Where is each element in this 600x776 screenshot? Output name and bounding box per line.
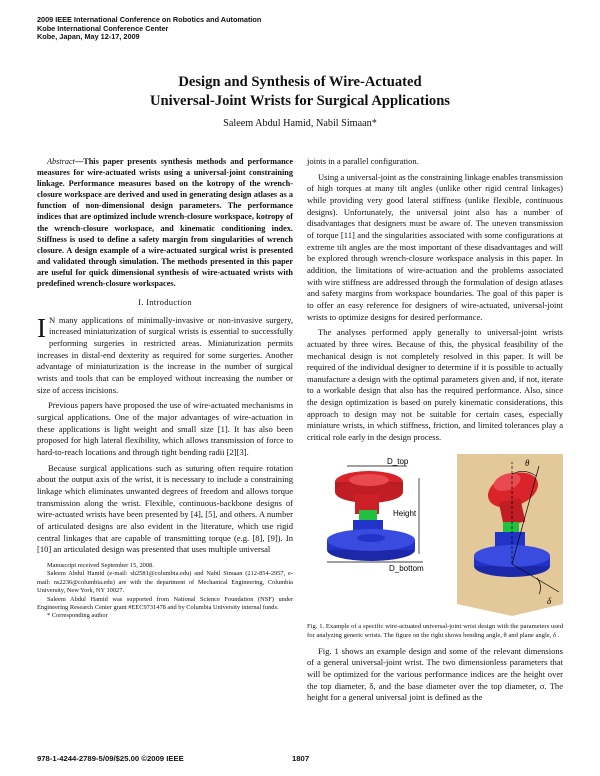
title-line-1: Design and Synthesis of Wire-Actuated [178,74,422,90]
intro-paragraph-1 [37,312,293,397]
abstract-text: —This paper presents synthesis methods and performance measures for wire-actuated wrists using a universal-joint constraining linkage. Performance measures based on the kotropy of the wrench-closure workspace are derived and used in generating design atlases as a function of non-dimensional design parameters. The performance indices that are optimized include wrench-closure workspace, kotropy of the wrench-closure workspace, and kinematic conditioning index. Stiffness is used to define a safety margin from singularities of wrench closure. A design example of a wire-actuated surgical wrist is presented and validated through simulation. The methods presented in this paper are useful for quick dimensional synthesis of wire-actuated wrists with predefined wrench-closure workspaces. [37,157,293,289]
conference-name: 2009 IEEE International Conference on Robotics and Automation [37,15,262,24]
paper-title [0,73,600,111]
blue-base-center [357,534,385,542]
abstract [37,156,293,289]
drop-cap: I [37,312,46,343]
conference-venue: Kobe International Conference Center [37,23,169,33]
label-theta: θ [525,457,530,468]
figure-1 [307,454,563,616]
footnote-corresponding: * Corresponding author [47,612,108,620]
footnotes [37,562,293,621]
right-column [307,156,563,708]
footer-page-number: 1807 [292,754,310,763]
footnote-funding: Saleem Abdul Hamid was supported from National Science Foundation (NSF) under Engineering Research Center grant #EEC9731478 and by Columbia University internal funds. [37,595,293,611]
footnote-authors: Saleem Abdul Hamid (e-mail: sh2581@columbia.edu) and Nabil Simaan (212-854-2957, e-mail: ns2236@columbia.edu) are with the department of Mechanical Engineering, Columbia University, New York, NY 10027. [37,570,293,595]
intro-paragraph-7: Fig. 1 shows an example design and some of the relevant dimensions of a general universal-joint wrist. The two dimensionless parameters that will be optimized for the various performance indices are the height over the top diameter, δ, and the base diameter over the top diameter, σ. The height for a general universal joint is defined as the [307,645,563,703]
intro-paragraph-1-text: N many applications of minimally-invasive or non-invasive surgery, increased miniaturization of surgical wrists is essential to successfully performing surgeries in restricted areas. Miniaturization permits increases in distal-end dexterity as required for some surgeries. Another advantage of miniaturization is the increase in the number of surgical wrists and tools that can be employed without increasing the number or size of access incisions. [37,314,293,395]
conference-date: Kobe, Japan, May 12-17, 2009 [37,32,140,42]
footnote-received: Manuscript received September 15, 2008. [47,561,154,569]
intro-paragraph-6: The analyses performed apply generally to universal-joint wrists actuated by three wires. Because of this, the physical feasibility of the mechanical design is not completely resolved in this paper. It will be required of the individual designer to determine if it is possible to actually manufacture a design with the optimal parameters given and, if not, iterate to a workable design that also has the required performance. Also, since the design optimization is based on purely kinematic considerations, this approach to design may not be suitable for certain cases, especially miniature wrists, in which stiffness, friction, and limited tolerances play a critical role early in the design process. [307,327,563,443]
label-delta: δ [547,595,552,606]
label-d-top: D_top [387,456,409,466]
section-heading: I. Introduction [138,297,192,308]
figure-caption: Fig. 1. Example of a specific wire-actuated universal-joint wrist design with the parameters used for analyzing generic wrists. The figure on the right shows bending angle, θ and plane angle, δ . [307,623,563,639]
intro-paragraph-2: Previous papers have proposed the use of wire-actuated mechanisms in surgical applications. One of the major advantages of wire-actuation in these applications is light weight and small size [1]. It has also been proposed for high lateral flexibility, which allows transmission of force to hard-to-reach locations and through tight bending radii [2][3]. [37,400,293,457]
label-d-bottom: D_bottom [389,563,424,573]
left-column [37,156,293,621]
intro-paragraph-4: joints in a parallel configuration. [307,156,419,166]
red-top-highlight [349,474,389,486]
footer-isbn: 978-1-4244-2789-5/09/$25.00 ©2009 IEEE [37,754,184,763]
conference-header [37,16,261,42]
intro-paragraph-3: Because surgical applications such as suturing often require rotation about the output axis of the wrist, it is necessary to include a constraining linkage which eliminates unwanted degrees of freedom and allows torque transmission along the wrist. Flexible, continuous-backbone designs of wire-actuated wrists have been presented by [4], [5], and others. A number of articulated designs are also evident in the literature, which use rigid central linkages that are capable of transmitting torque (e.g. [8], [9]). In [10] an articulated design was presented that uses multiple universal [37,462,293,555]
label-height: Height [393,508,417,518]
abstract-label: Abstract [47,157,75,166]
intro-paragraph-5: Using a universal-joint as the constraining linkage enables transmission of high torques at many tilt angles (unlike other rigid central linkages) while providing very good lateral stiffness (unlike flexible, continuous designs). Unfortunately, the universal joint also has a number of disadvantages that designers must be aware of. The uneven transmission of torque [11] and the singularities associated with some configurations at extreme tilt angles are the most important of these disadvantages and will be explored through wrench-closure workspace analysis in this paper. In addition, the limitations of wire-actuation and the problems associated with wire stiffness are addressed through the formulation of design atlases and safety margins from workspace boundaries. The goal of this paper is to offer an easy reference for designers of wire-actuated, universal-joint wrists to optimize designs for desired performance. [307,171,563,322]
authors: Saleem Abdul Hamid, Nabil Simaan* [223,118,377,129]
title-line-2: Universal-Joint Wrists for Surgical Applications [149,93,450,109]
